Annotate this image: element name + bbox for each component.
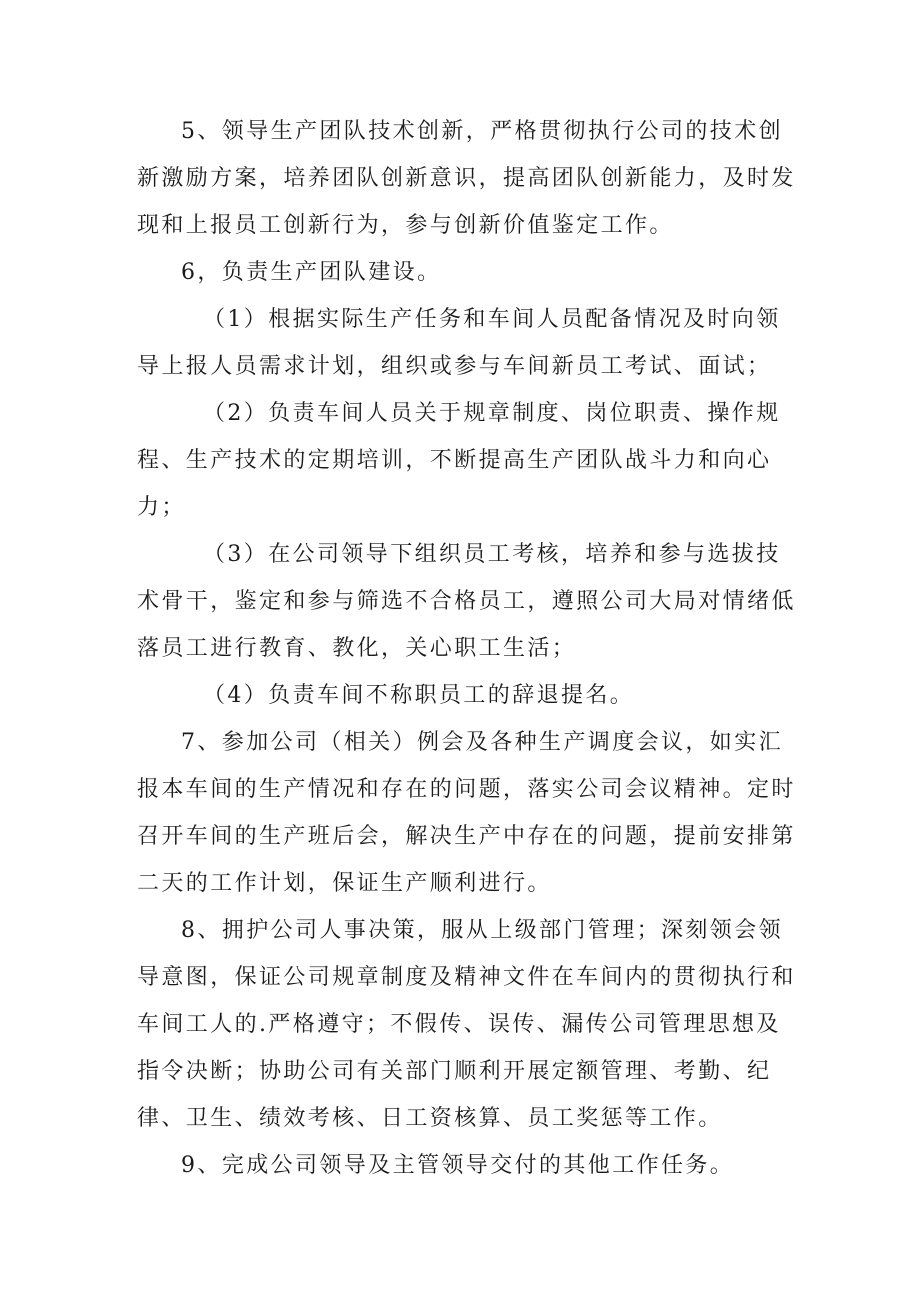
- paragraph-item-7: 7、参加公司（相关）例会及各种生产调度会议，如实汇报本车间的生产情况和存在的问题，落实公司会议精神。定时召开车间的生产班后会，解决生产中存在的问题，提前安排第二天的工作计划，保证生产顺利进行。: [137, 730, 796, 896]
- paragraph-item-6-2: （2）负责车间人员关于规章制度、岗位职责、操作规程、生产技术的定期培训，不断提高生产团队战斗力和向心力；: [137, 401, 781, 520]
- paragraph-item-5: 5、领导生产团队技术创新，严格贯彻执行公司的技术创新激励方案，培养团队创新意识，提高团队创新能力，及时发现和上报员工创新行为，参与创新价值鉴定工作。: [137, 119, 796, 238]
- paragraph-item-6-1: （1）根据实际生产任务和车间人员配备情况及时向领导上报人员需求计划，组织或参与车间新员工考试、面试；: [137, 307, 781, 379]
- paragraph-item-8: 8、拥护公司人事决策，服从上级部门管理；深刻领会领导意图，保证公司规章制度及精神文件在车间内的贯彻执行和车间工人的.严格遵守；不假传、误传、漏传公司管理思想及指令决断；协助公司有关部门顺利开展定额管理、考勤、纪律、卫生、绩效考核、日工资核算、员工奖惩等工作。: [137, 918, 796, 1131]
- paragraph-item-9: 9、完成公司领导及主管领导交付的其他工作任务。: [181, 1153, 735, 1178]
- document-body: [137, 108, 797, 1189]
- paragraph-item-6-4: （4）负责车间不称职员工的辞退提名。: [203, 683, 635, 708]
- paragraph-item-6: 6，负责生产团队建设。: [181, 260, 442, 285]
- paragraph-item-6-3: （3）在公司领导下组织员工考核，培养和参与选拔技术骨干，鉴定和参与筛选不合格员工，遵照公司大局对情绪低落员工进行教育、教化，关心职工生活；: [137, 542, 796, 661]
